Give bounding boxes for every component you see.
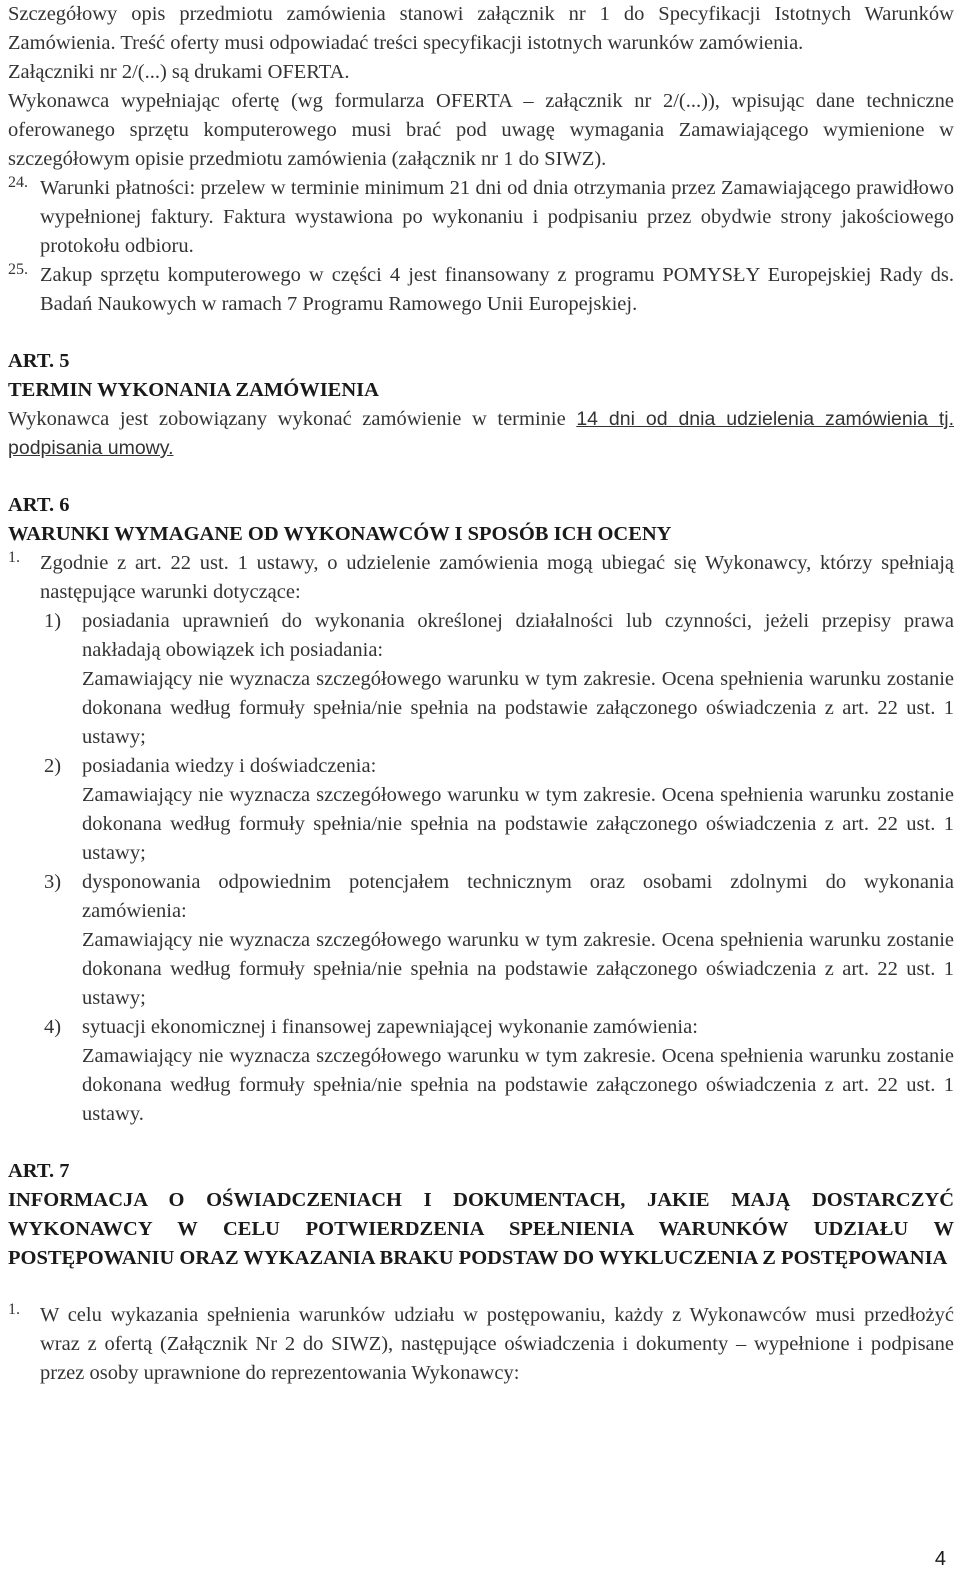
- item-24: [8, 174, 954, 261]
- item-number: 25.: [8, 261, 28, 278]
- condition-number: 4): [44, 1016, 62, 1038]
- conditions-list: [8, 607, 954, 1129]
- item-number: 24.: [8, 174, 28, 191]
- condition-title: posiadania uprawnień do wykonania określonej działalności lub czynności, jeżeli przepisy prawa nakładają obowiązek ich posiadania:: [82, 610, 954, 661]
- condition-body: Zamawiający nie wyznacza szczegółowego warunku w tym zakresie. Ocena spełnienia warunku zostanie dokonana według formuły spełnia/nie spełnia na podstawie załączonego oświadczenia z art. 22 ust. 1 ustawy.: [82, 1045, 954, 1125]
- item-text: Zakup sprzętu komputerowego w części 4 jest finansowany z programu POMYSŁY Europejskiej Rady ds. Badań Naukowych w ramach 7 Programu Ramowego Unii Europejskiej.: [40, 264, 954, 315]
- article-6-label: ART. 6: [8, 494, 70, 516]
- intro-paragraph-1: Szczegółowy opis przedmiotu zamówienia stanowi załącznik nr 1 do Specyfikacji Istotnych Warunków Zamówienia. Treść oferty musi odpowiadać treści specyfikacji istotnych warunków zamówienia.: [8, 3, 954, 54]
- article-7-label: ART. 7: [8, 1160, 70, 1182]
- intro-paragraph-2: Załączniki nr 2/(...) są drukami OFERTA.: [8, 61, 350, 83]
- condition-item: [8, 868, 954, 926]
- condition-body: Zamawiający nie wyznacza szczegółowego warunku w tym zakresie. Ocena spełnienia warunku zostanie dokonana według formuły spełnia/nie spełnia na podstawie załączonego oświadczenia z art. 22 ust. 1 ustawy;: [82, 929, 954, 1009]
- intro-paragraph-3: Wykonawca wypełniając ofertę (wg formularza OFERTA – załącznik nr 2/(...)), wpisując dane techniczne oferowanego sprzętu komputerowego musi brać pod uwagę wymagania Zamawiającego wymienione w szczegółowym opisie przedmiotu zamówienia (załącznik nr 1 do SIWZ).: [8, 90, 954, 170]
- condition-number: 2): [44, 755, 62, 777]
- point-number: 1.: [8, 549, 20, 566]
- page-number: 4: [934, 1548, 946, 1570]
- article-5-deadline: 14 dni od dnia udzielenia zamówienia tj. podpisania umowy.: [8, 408, 954, 459]
- condition-number: 1): [44, 610, 62, 632]
- condition-number: 3): [44, 871, 62, 893]
- condition-item: [8, 752, 954, 781]
- article-6-title: WARUNKI WYMAGANE OD WYKONAWCÓW I SPOSÓB ICH OCENY: [8, 523, 672, 545]
- item-text: Warunki płatności: przelew w terminie minimum 21 dni od dnia otrzymania przez Zamawiającego prawidłowo wypełnionej faktury. Faktura wystawiona po wykonaniu i podpisaniu przez obydwie strony jakościowego protokołu odbioru.: [40, 177, 954, 257]
- article-7-point-1: [8, 1301, 954, 1388]
- article-5-text: [8, 405, 954, 463]
- condition-body: Zamawiający nie wyznacza szczegółowego warunku w tym zakresie. Ocena spełnienia warunku zostanie dokonana według formuły spełnia/nie spełnia na podstawie załączonego oświadczenia z art. 22 ust. 1 ustawy;: [82, 784, 954, 864]
- condition-item: [8, 1013, 954, 1042]
- item-25: [8, 261, 954, 319]
- condition-title: sytuacji ekonomicznej i finansowej zapewniającej wykonanie zamówienia:: [82, 1016, 698, 1038]
- document-page: [8, 0, 954, 1388]
- point-text: W celu wykazania spełnienia warunków udziału w postępowaniu, każdy z Wykonawców musi przedłożyć wraz z ofertą (Załącznik Nr 2 do SIWZ), następujące oświadczenia i dokumenty – wypełnione i podpisane przez osoby uprawnione do reprezentowania Wykonawcy:: [40, 1304, 954, 1384]
- condition-title: dysponowania odpowiednim potencjałem technicznym oraz osobami zdolnymi do wykonania zamówienia:: [82, 871, 954, 922]
- article-6-point-1: [8, 549, 954, 607]
- point-text: Zgodnie z art. 22 ust. 1 ustawy, o udzielenie zamówienia mogą ubiegać się Wykonawcy, którzy spełniają następujące warunki dotyczące:: [40, 552, 954, 603]
- article-5-text-plain: Wykonawca jest zobowiązany wykonać zamówienie w terminie: [8, 408, 577, 430]
- article-5-title: TERMIN WYKONANIA ZAMÓWIENIA: [8, 379, 379, 401]
- article-5-label: ART. 5: [8, 350, 70, 372]
- article-7-title: INFORMACJA O OŚWIADCZENIACH I DOKUMENTACH, JAKIE MAJĄ DOSTARCZYĆ WYKONAWCY W CELU POTWIERDZENIA SPEŁNIENIA WARUNKÓW UDZIAŁU W POSTĘPOWANIU ORAZ WYKAZANIA BRAKU PODSTAW DO WYKLUCZENIA Z POSTĘPOWANIA: [8, 1189, 954, 1269]
- point-number: 1.: [8, 1301, 20, 1318]
- condition-body: Zamawiający nie wyznacza szczegółowego warunku w tym zakresie. Ocena spełnienia warunku zostanie dokonana według formuły spełnia/nie spełnia na podstawie załączonego oświadczenia z art. 22 ust. 1 ustawy;: [82, 668, 954, 748]
- condition-item: [8, 607, 954, 665]
- condition-title: posiadania wiedzy i doświadczenia:: [82, 755, 377, 777]
